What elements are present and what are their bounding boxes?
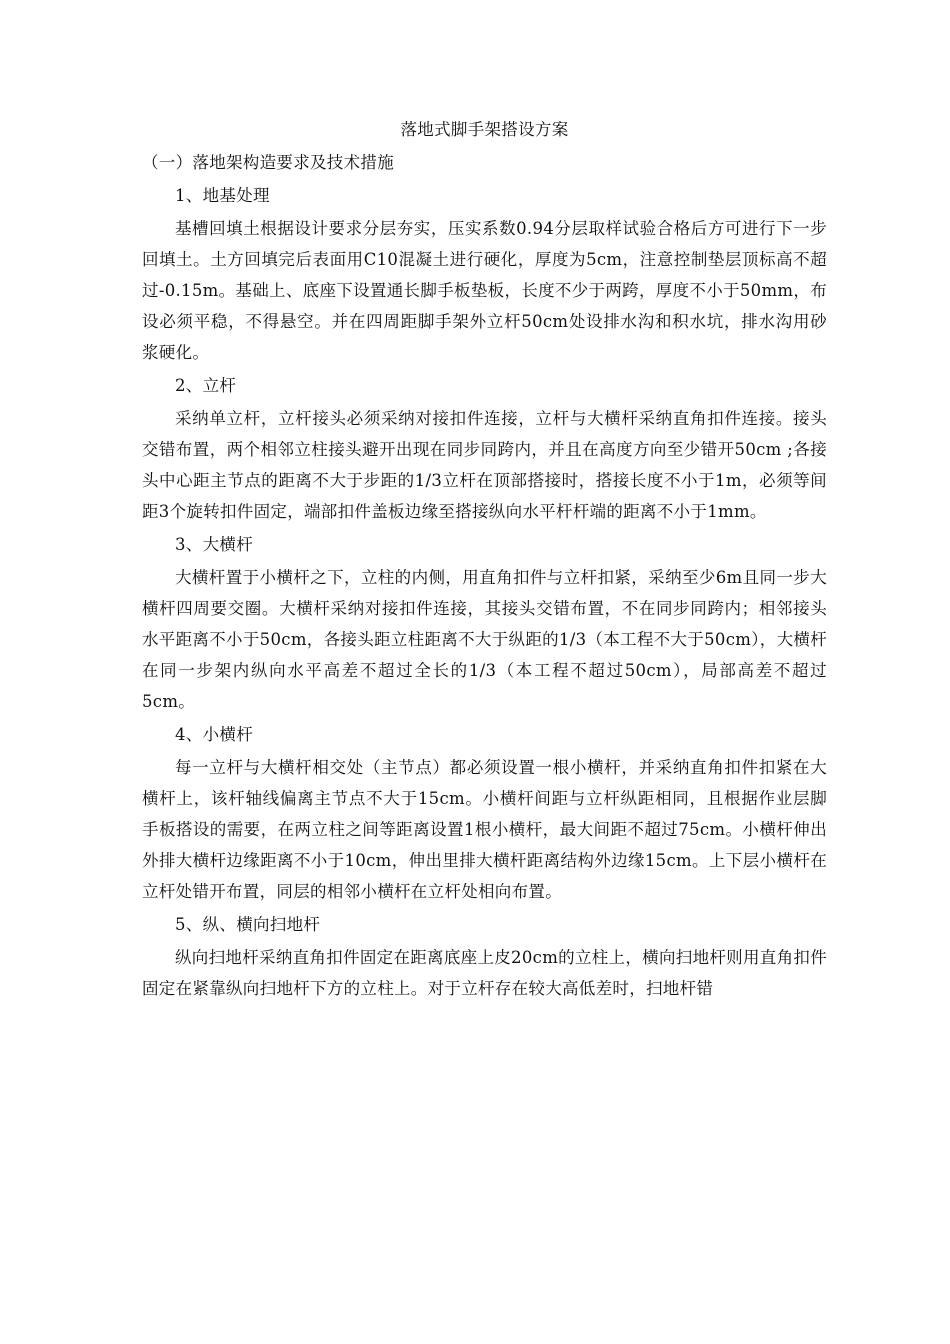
paragraph-foundation: 基槽回填土根据设计要求分层夯实，压实系数0.94分层取样试验合格后方可进行下一步回填土。土方回填完后表面用C10混凝土进行硬化，厚度为5cm，注意控制垫层顶标高不超过-0.15m。基础上、底座下设置通长脚手板垫板，长度不少于两跨，厚度不小于50mm，布设必须平稳，不得悬空。并在四周距脚手架外立杆50cm处设排水沟和积水坑，排水沟用砂浆硬化。 <box>142 219 827 362</box>
subsection-heading-foundation: 1、地基处理 <box>175 186 270 205</box>
paragraph-large-crossbar: 大横杆置于小横杆之下，立柱的内侧，用直角扣件与立杆扣紧，采纳至少6m且同一步大横杆四周要交圈。大横杆采纳对接扣件连接，其接头交错布置，不在同步同跨内；相邻接头水平距离不小于50cm，各接头距立柱距离不大于纵距的1/3（本工程不大于50cm），大横杆在同一步架内纵向水平高差不超过全长的1/3（本工程不超过50cm），局部高差不超过5cm。 <box>142 568 827 711</box>
subsection-heading-upright-pole: 2、立杆 <box>175 376 237 395</box>
document-title: 落地式脚手架搭设方案 <box>400 120 569 139</box>
section-heading: （一）落地架构造要求及技术措施 <box>142 153 394 172</box>
subsection-heading-large-crossbar: 3、大横杆 <box>175 535 253 554</box>
subsection-heading-sweeping-rod: 5、纵、横向扫地杆 <box>175 915 321 934</box>
paragraph-small-crossbar: 每一立杆与大横杆相交处（主节点）都必须设置一根小横杆，并采纳直角扣件扣紧在大横杆上，该杆轴线偏离主节点不大于15cm。小横杆间距与立杆纵距相同，且根据作业层脚手板搭设的需要，在两立柱之间等距离设置1根小横杆，最大间距不超过75cm。小横杆伸出外排大横杆边缘距离不小于10cm，伸出里排大横杆距离结构外边缘15cm。上下层小横杆在立杆处错开布置，同层的相邻小横杆在立杆处相向布置。 <box>142 758 827 901</box>
paragraph-upright-pole: 采纳单立杆，立杆接头必须采纳对接扣件连接，立杆与大横杆采纳直角扣件连接。接头交错布置，两个相邻立柱接头避开出现在同步同跨内，并且在高度方向至少错开50cm ;各接头中心距主节点的距离不大于步距的1/3立杆在顶部搭接时，搭接长度不小于1m，必须等间距3个旋转扣件固定，端部扣件盖板边缘至搭接纵向水平杆杆端的距离不小于1mm。 <box>142 409 827 521</box>
subsection-heading-small-crossbar: 4、小横杆 <box>175 725 253 744</box>
paragraph-sweeping-rod: 纵向扫地杆采纳直角扣件固定在距离底座上皮20cm的立柱上，横向扫地杆则用直角扣件固定在紧靠纵向扫地杆下方的立柱上。对于立杆存在较大高低差时，扫地杆错 <box>142 948 827 998</box>
document-body <box>142 114 827 1004</box>
